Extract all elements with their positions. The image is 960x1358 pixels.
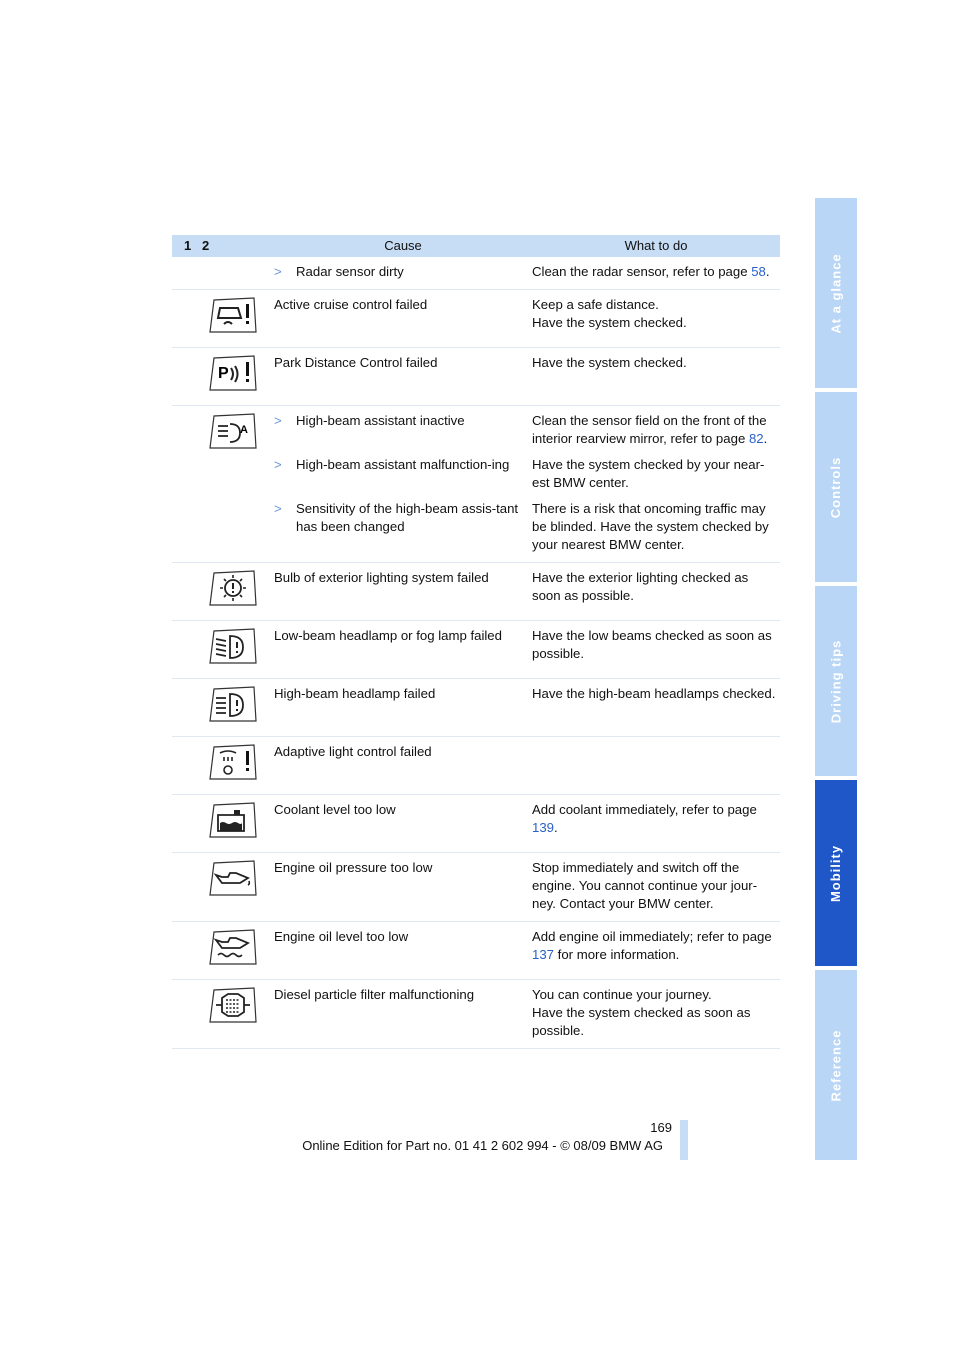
table-row: Bulb of exterior lighting system failed Have the exterior lighting checked as soon as possible. <box>172 563 780 621</box>
header-col2: 2 <box>202 235 274 257</box>
page-link[interactable]: 139 <box>532 820 555 835</box>
table-row: High-beam headlamp failed Have the high-beam headlamps checked. <box>172 679 780 737</box>
high-beam-assistant-icon <box>208 412 258 450</box>
cruise-control-warning-icon <box>208 296 258 334</box>
table-row: Active cruise control failed Keep a safe distance. Have the system checked. <box>172 290 780 348</box>
table-row: Adaptive light control failed <box>172 737 780 795</box>
chapter-tabs <box>815 198 857 1160</box>
page-number: 169 <box>650 1120 672 1135</box>
bullet-icon: > <box>274 413 282 428</box>
svg-text:P: P <box>218 365 229 382</box>
svg-text:A: A <box>240 424 248 436</box>
tab-driving-tips[interactable]: Driving tips <box>815 586 857 776</box>
page-link[interactable]: 82 <box>748 431 764 446</box>
bullet-icon: > <box>274 457 282 472</box>
table-row: > High-beam assistant malfunction-ing Have the system checked by your near-est BMW center. <box>274 457 765 490</box>
table-row: > Radar sensor dirty Clean the radar sensor, refer to page 58. <box>172 257 780 290</box>
table-row: A > High-beam assistant inactive Clean the sensor field on the front of the interior rearview mirror, refer to page 82. <box>172 406 780 451</box>
header-col1: 1 <box>172 235 202 257</box>
tab-controls[interactable]: Controls <box>815 392 857 582</box>
tab-reference[interactable]: Reference <box>815 970 857 1160</box>
high-beam-failure-icon <box>208 685 258 723</box>
table-row: > Sensitivity of the high-beam assis-tant has been changed There is a risk that oncoming traffic may be blinded. Have the system checked by your nearest BMW center. <box>172 494 780 563</box>
tab-mobility[interactable]: Mobility <box>815 780 857 966</box>
tab-at-a-glance[interactable]: At a glance <box>815 198 857 388</box>
table-row: Engine oil level too low Add engine oil immediately; refer to page 137 for more information. <box>172 922 780 980</box>
table-row: Coolant level too low Add coolant immediately, refer to page 139. <box>172 795 780 853</box>
oil-level-icon <box>208 928 258 966</box>
warning-lamps-table <box>172 235 780 1049</box>
page-link[interactable]: 137 <box>532 947 555 962</box>
header-what-to-do: What to do <box>532 235 780 257</box>
coolant-level-icon <box>208 801 258 839</box>
oil-pressure-icon <box>208 859 258 897</box>
table-header <box>172 235 780 257</box>
bullet-icon: > <box>274 264 282 279</box>
diesel-particle-filter-icon <box>208 986 258 1024</box>
page-link[interactable]: 58 <box>751 264 766 279</box>
header-cause: Cause <box>274 235 532 257</box>
table-row: Diesel particle filter malfunctioning You can continue your journey. Have the system checked as soon as possible. <box>172 980 780 1049</box>
bullet-icon: > <box>274 501 282 516</box>
footer-bar <box>680 1120 688 1160</box>
bulb-failure-icon <box>208 569 258 607</box>
low-beam-failure-icon <box>208 627 258 665</box>
table-row: Low-beam headlamp or fog lamp failed Have the low beams checked as soon as possible. <box>172 621 780 679</box>
table-row: Engine oil pressure too low Stop immediately and switch off the engine. You cannot continue your jour-ney. Contact your BMW center. <box>172 853 780 922</box>
table-row: P Park Distance Control failed Have the system checked. <box>172 348 780 406</box>
adaptive-light-icon <box>208 743 258 781</box>
park-distance-control-icon <box>208 354 258 392</box>
footer-edition: Online Edition for Part no. 01 41 2 602 994 - © 08/09 BMW AG <box>302 1138 663 1153</box>
